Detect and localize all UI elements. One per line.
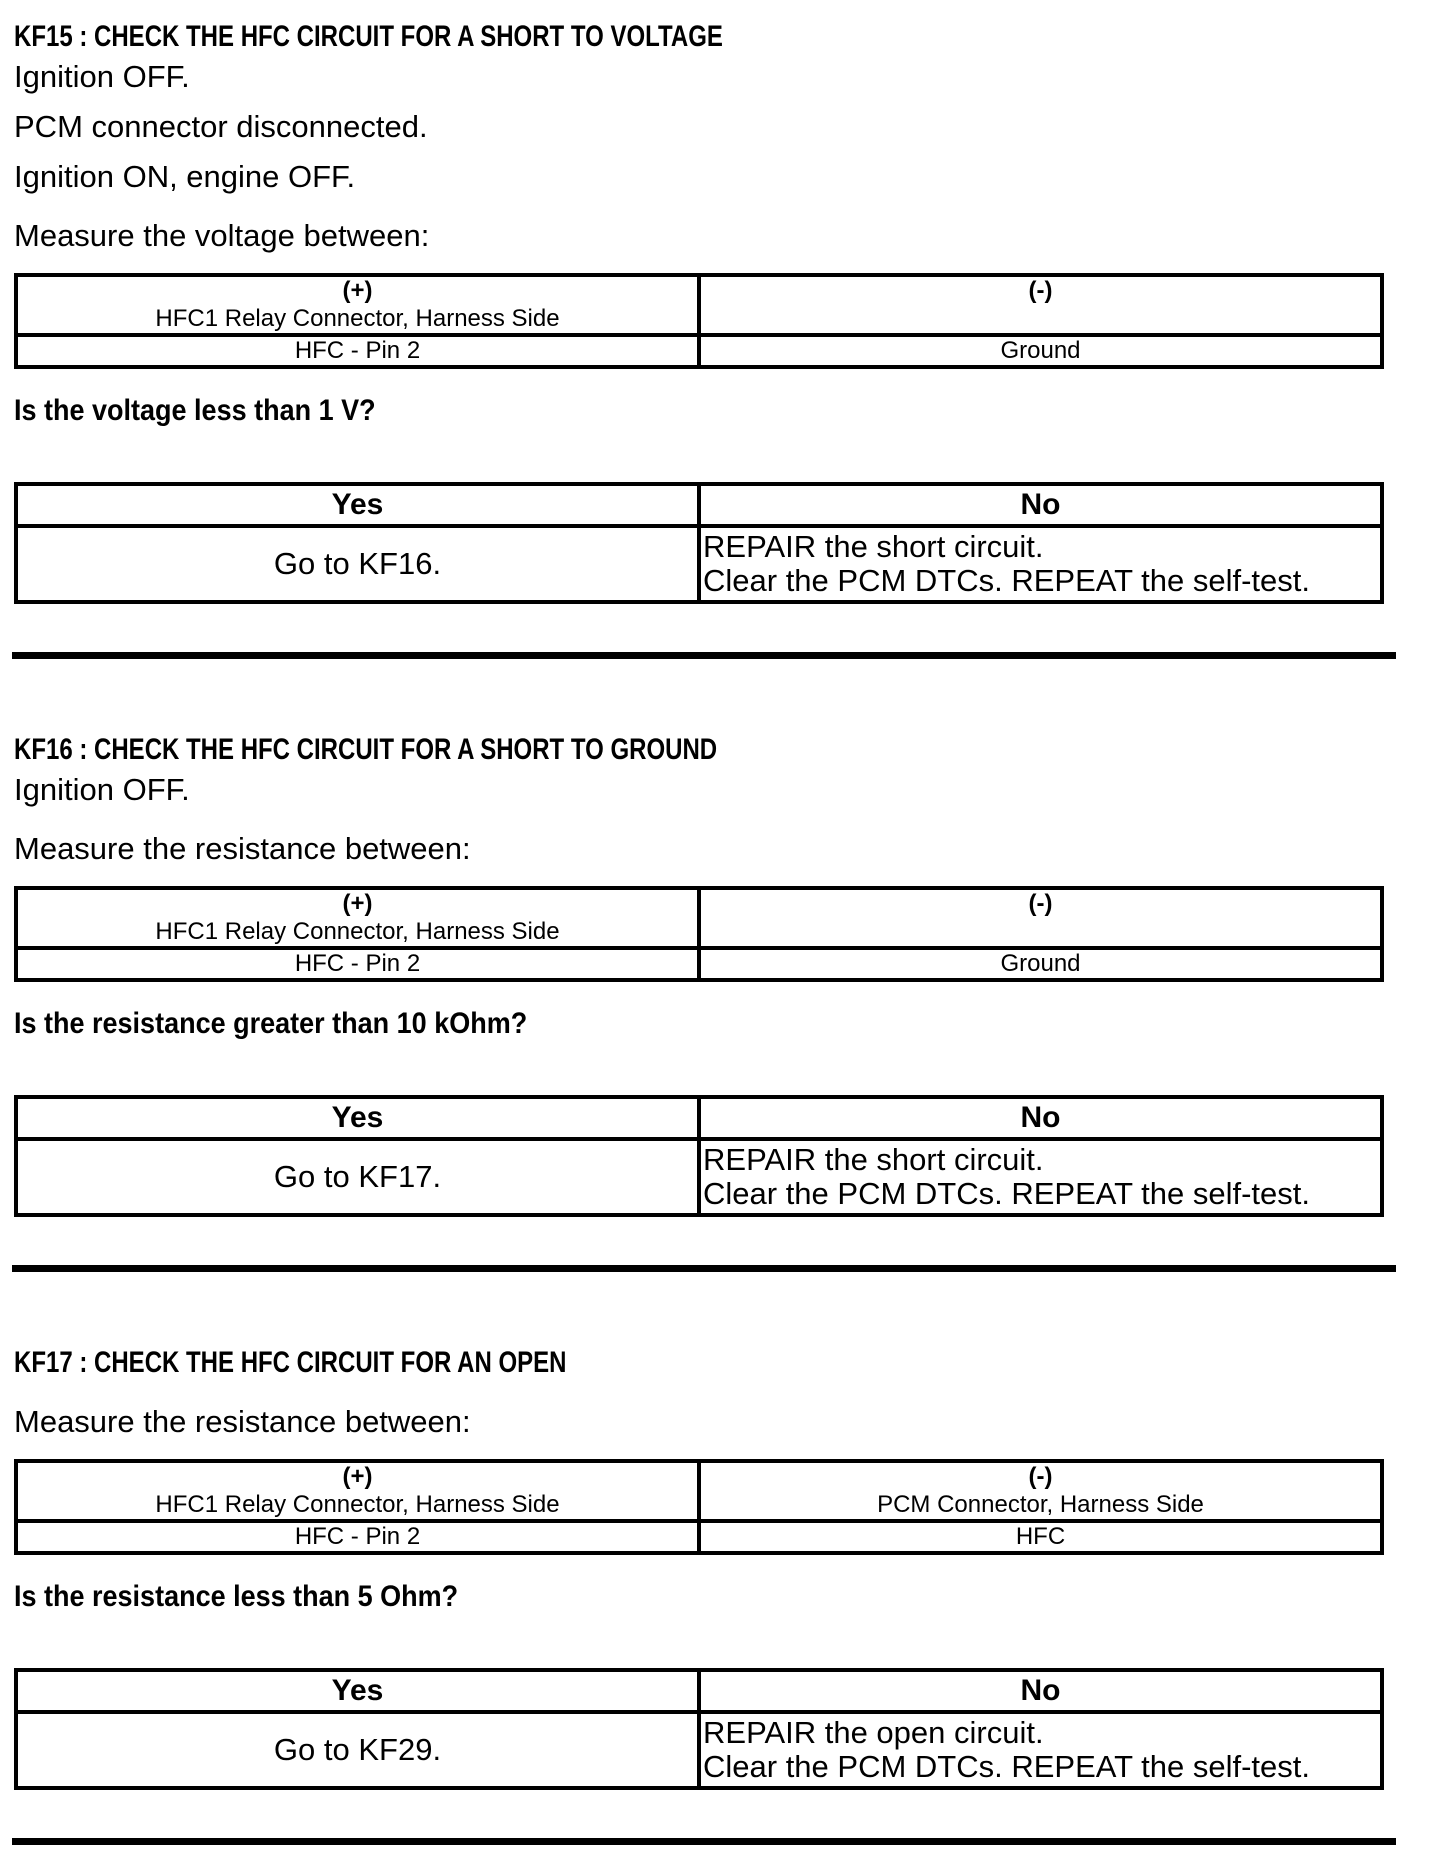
pinpoint-test-section-kf15 xyxy=(14,0,1440,659)
plus-sign-label: (+) xyxy=(342,890,373,917)
measurement-points-table xyxy=(14,273,1384,369)
minus-point-cell: Ground xyxy=(699,335,1382,367)
step-title-text: KF17 : CHECK THE HFC CIRCUIT FOR AN OPEN xyxy=(14,1346,567,1379)
no-action-line: REPAIR the short circuit. xyxy=(703,529,1044,564)
no-action-line: REPAIR the short circuit. xyxy=(703,1142,1044,1177)
pinpoint-test-section-kf17 xyxy=(14,1344,1440,1845)
plus-header-cell xyxy=(16,275,699,335)
plus-header-cell xyxy=(16,1461,699,1521)
yes-no-decision-table xyxy=(14,1668,1384,1790)
yes-action-cell: Go to KF29. xyxy=(16,1712,699,1788)
instruction-line: Ignition OFF. xyxy=(14,59,190,94)
instruction-line: Ignition ON, engine OFF. xyxy=(14,159,356,194)
measure-instruction-line: Measure the resistance between: xyxy=(14,1404,471,1439)
test-question-text: Is the resistance greater than 10 kOhm? xyxy=(14,1007,528,1040)
instruction-line: PCM connector disconnected. xyxy=(14,109,428,144)
pinpoint-test-section-kf16 xyxy=(14,731,1440,1272)
plus-header-cell xyxy=(16,888,699,948)
measurement-point-row xyxy=(16,335,1382,367)
no-header-cell: No xyxy=(699,1097,1382,1139)
test-question xyxy=(14,1005,1440,1043)
plus-sign-label: (+) xyxy=(342,1463,373,1490)
no-action-cell xyxy=(699,1139,1382,1215)
yes-action-cell: Go to KF17. xyxy=(16,1139,699,1215)
yes-action-cell: Go to KF16. xyxy=(16,526,699,602)
measurement-header-row xyxy=(16,888,1382,948)
plus-connector-label: HFC1 Relay Connector, Harness Side xyxy=(155,305,560,332)
minus-connector-label: PCM Connector, Harness Side xyxy=(877,1491,1204,1518)
yes-header-cell: Yes xyxy=(16,484,699,526)
step-title-text: KF16 : CHECK THE HFC CIRCUIT FOR A SHORT TO GROUND xyxy=(14,733,718,766)
plus-point-cell: HFC - Pin 2 xyxy=(16,1521,699,1553)
no-action-line: Clear the PCM DTCs. REPEAT the self-test. xyxy=(703,563,1310,598)
step-title xyxy=(14,0,1440,56)
measurement-points-table xyxy=(14,886,1384,982)
measure-instruction-line: Measure the resistance between: xyxy=(14,831,471,866)
measurement-points-table xyxy=(14,1459,1384,1555)
test-question-text: Is the resistance less than 5 Ohm? xyxy=(14,1580,459,1613)
step-title xyxy=(14,731,1440,769)
no-header-cell: No xyxy=(699,1670,1382,1712)
decision-header-row xyxy=(16,484,1382,526)
no-action-line: Clear the PCM DTCs. REPEAT the self-test. xyxy=(703,1749,1310,1784)
no-action-cell xyxy=(699,526,1382,602)
decision-body-row xyxy=(16,1139,1382,1215)
plus-point-cell: HFC - Pin 2 xyxy=(16,335,699,367)
minus-header-cell xyxy=(699,275,1382,335)
section-divider-rule xyxy=(12,652,1396,659)
test-question xyxy=(14,392,1440,430)
decision-body-row xyxy=(16,1712,1382,1788)
minus-header-cell xyxy=(699,888,1382,948)
plus-point-cell: HFC - Pin 2 xyxy=(16,948,699,980)
minus-point-cell: Ground xyxy=(699,948,1382,980)
measurement-header-row xyxy=(16,1461,1382,1521)
minus-sign-label: (-) xyxy=(1028,277,1053,304)
no-action-line: Clear the PCM DTCs. REPEAT the self-test. xyxy=(703,1176,1310,1211)
test-question xyxy=(14,1578,1440,1616)
decision-header-row xyxy=(16,1097,1382,1139)
yes-header-cell: Yes xyxy=(16,1097,699,1139)
step-title-text: KF15 : CHECK THE HFC CIRCUIT FOR A SHORT TO VOLTAGE xyxy=(14,20,723,53)
test-question-text: Is the voltage less than 1 V? xyxy=(14,394,376,427)
decision-body-row xyxy=(16,526,1382,602)
yes-header-cell: Yes xyxy=(16,1670,699,1712)
section-divider-rule xyxy=(12,1265,1396,1272)
decision-header-row xyxy=(16,1670,1382,1712)
measure-instruction-line: Measure the voltage between: xyxy=(14,218,430,253)
minus-header-cell xyxy=(699,1461,1382,1521)
plus-connector-label: HFC1 Relay Connector, Harness Side xyxy=(155,1491,560,1518)
minus-sign-label: (-) xyxy=(1028,890,1053,917)
minus-sign-label: (-) xyxy=(1028,1463,1053,1490)
no-action-cell xyxy=(699,1712,1382,1788)
measurement-header-row xyxy=(16,275,1382,335)
no-header-cell: No xyxy=(699,484,1382,526)
measurement-point-row xyxy=(16,1521,1382,1553)
yes-no-decision-table xyxy=(14,1095,1384,1217)
plus-sign-label: (+) xyxy=(342,277,373,304)
no-action-line: REPAIR the open circuit. xyxy=(703,1715,1044,1750)
instruction-line: Ignition OFF. xyxy=(14,772,190,807)
yes-no-decision-table xyxy=(14,482,1384,604)
plus-connector-label: HFC1 Relay Connector, Harness Side xyxy=(155,918,560,945)
section-divider-rule xyxy=(12,1838,1396,1845)
measurement-point-row xyxy=(16,948,1382,980)
step-title xyxy=(14,1344,1440,1382)
minus-point-cell: HFC xyxy=(699,1521,1382,1553)
